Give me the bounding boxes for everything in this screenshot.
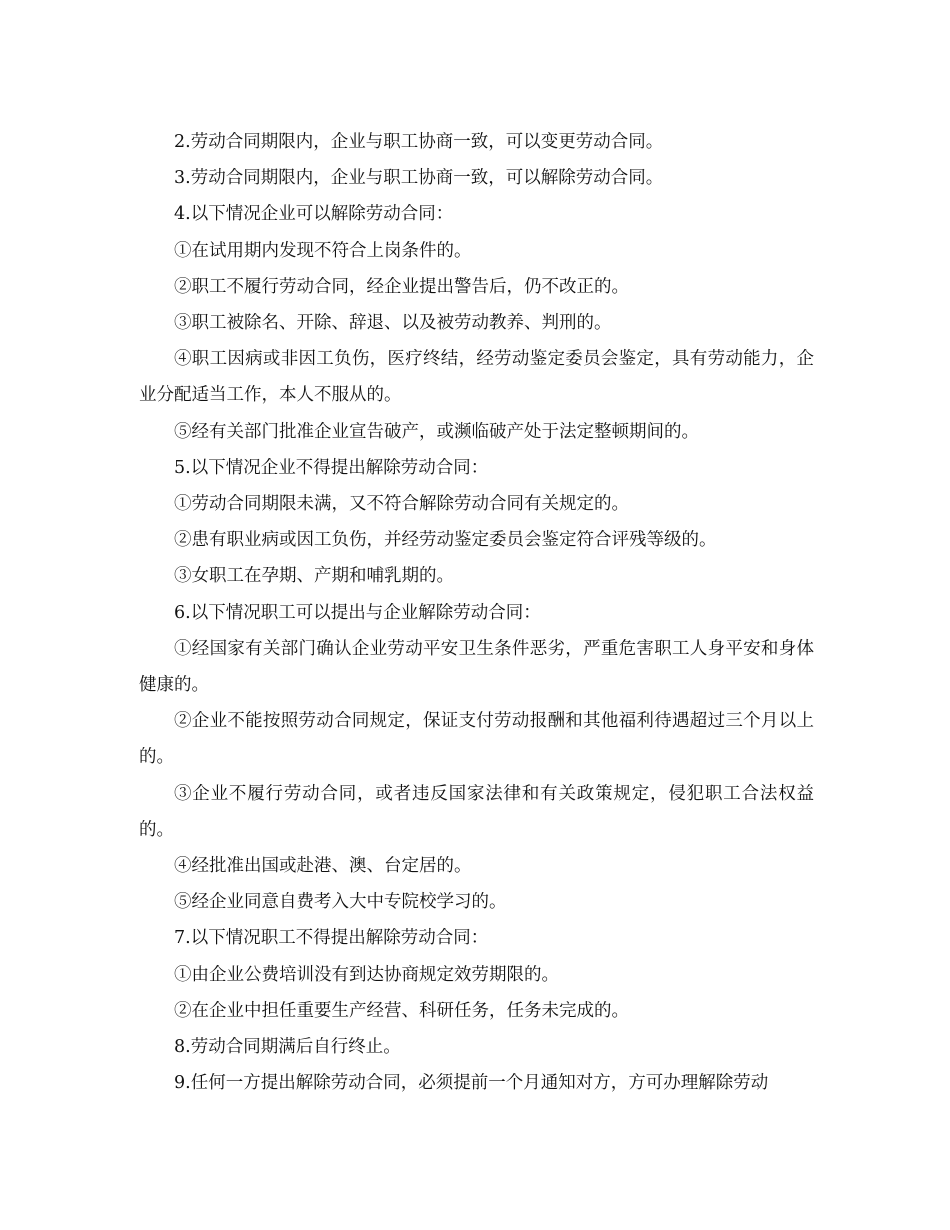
paragraph-5-item-1: ①劳动合同期限未满，又不符合解除劳动合同有关规定的。 [174,494,629,515]
paragraph-6-item-4: ④经批准出国或赴港、澳、台定居的。 [174,856,472,877]
document-body [139,124,814,1101]
paragraph-5-heading: 5.以下情况企业不得提出解除劳动合同： [174,457,489,478]
paragraph-2: 2.劳动合同期限内，企业与职工协商一致，可以变更劳动合同。 [174,132,664,152]
paragraph-5-item-3: ③女职工在孕期、产期和哺乳期的。 [174,566,454,587]
paragraph-6-item-3: ③企业不履行劳动合同，或者违反国家法律和有关政策规定，侵犯职工合法权益的。 [139,783,814,840]
paragraph-7-item-2: ②在企业中担任重要生产经营、科研任务，任务未完成的。 [174,1000,629,1021]
paragraph-6-item-5: ⑤经企业同意自费考入大中专院校学习的。 [174,892,507,913]
paragraph-4-item-1: ①在试用期内发现不符合上岗条件的。 [174,240,472,261]
paragraph-3: 3.劳动合同期限内，企业与职工协商一致，可以解除劳动合同。 [174,168,664,189]
paragraph-4-heading: 4.以下情况企业可以解除劳动合同： [174,204,454,225]
paragraph-6-item-1: ①经国家有关部门确认企业劳动平安卫生条件恶劣，严重危害职工人身平安和身体健康的。 [139,638,814,696]
paragraph-4-item-4: ④职工因病或非因工负伤，医疗终结，经劳动鉴定委员会鉴定，具有劳动能力，企业分配适当工作，本人不服从的。 [139,349,814,406]
paragraph-6-heading: 6.以下情况职工可以提出与企业解除劳动合同： [174,602,541,623]
paragraph-8: 8.劳动合同期满后自行终止。 [174,1037,401,1058]
paragraph-4-item-3: ③职工被除名、开除、辞退、以及被劳动教养、判刑的。 [174,313,612,334]
paragraph-5-item-2: ②患有职业病或因工负伤，并经劳动鉴定委员会鉴定符合评残等级的。 [174,530,717,551]
paragraph-9: 9.任何一方提出解除劳动合同，必须提前一个月通知对方，方可办理解除劳动 [174,1073,769,1094]
paragraph-4-item-2: ②职工不履行劳动合同，经企业提出警告后，仍不改正的。 [174,276,629,297]
paragraph-6-item-2: ②企业不能按照劳动合同规定，保证支付劳动报酬和其他福利待遇超过三个月以上的。 [139,711,814,768]
paragraph-7-heading: 7.以下情况职工不得提出解除劳动合同： [174,928,489,949]
paragraph-4-item-5: ⑤经有关部门批准企业宣告破产，或濒临破产处于法定整顿期间的。 [174,421,699,442]
paragraph-7-item-1: ①由企业公费培训没有到达协商规定效劳期限的。 [174,964,559,985]
